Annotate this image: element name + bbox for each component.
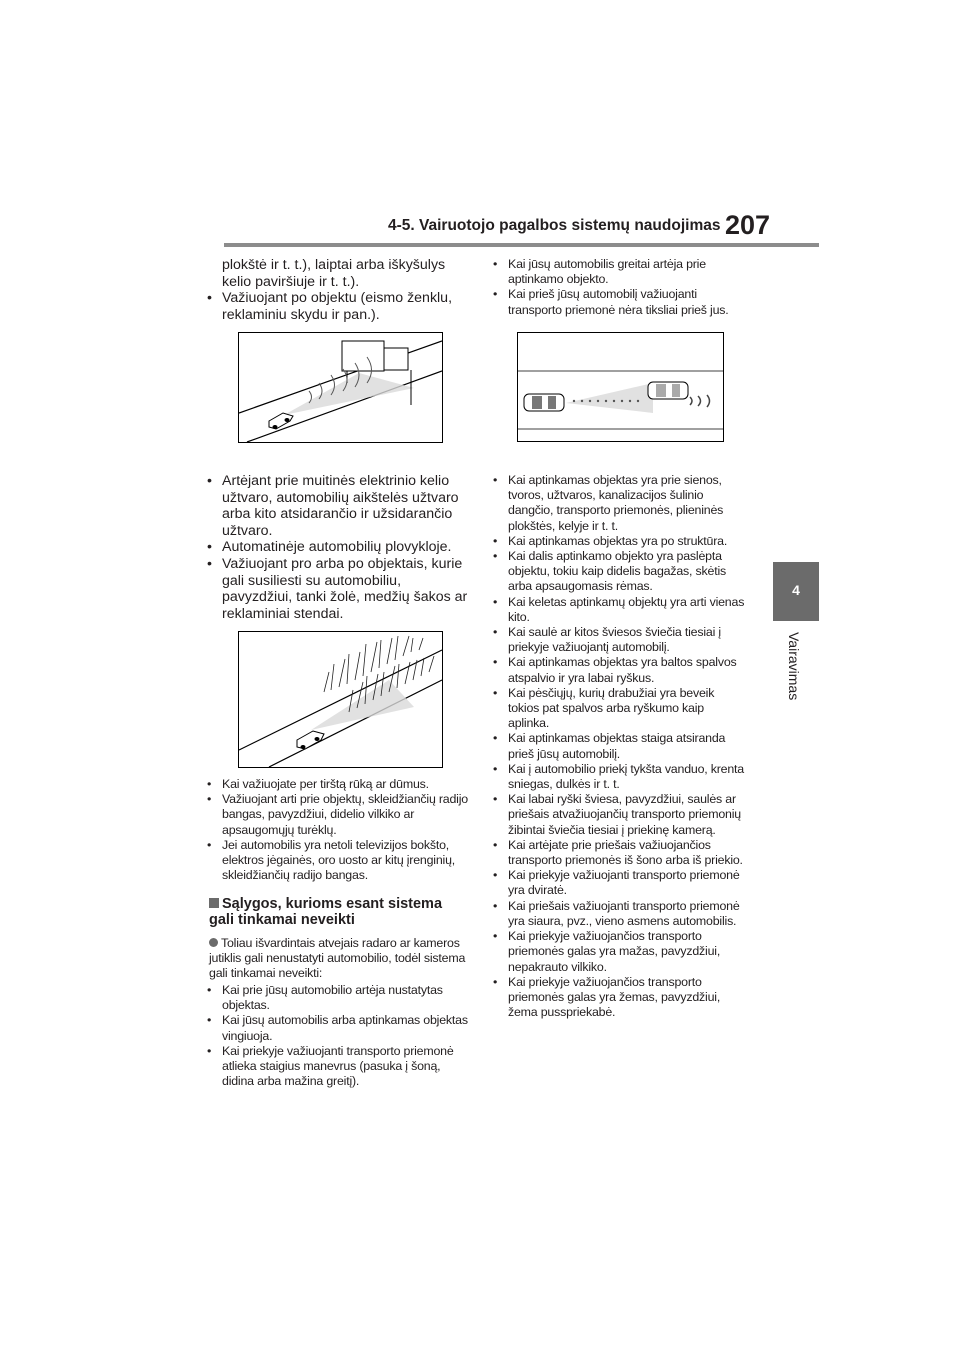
left-list-b bbox=[202, 473, 474, 622]
left-list-d bbox=[202, 983, 474, 1089]
list-item: • Kai aptinkamas objektas yra po struktūra. bbox=[488, 534, 746, 549]
right-list-b bbox=[488, 473, 746, 1020]
list-item: • Važiuojant po objektu (eismo ženklu, reklaminiu skydu ir pan.). bbox=[202, 290, 474, 323]
list-item: • Kai į automobilio priekį tykšta vanduo, krenta sniegas, dulkės ir t. t. bbox=[488, 762, 746, 792]
list-item: • Kai prie jūsų automobilio artėja nustatytas objektas. bbox=[202, 983, 474, 1013]
list-item: • Kai pėsčiųjų, kurių drabužiai yra beveik tokios pat spalvos arba ryškumo kaip aplinka. bbox=[488, 686, 746, 732]
intro-line: kelio paviršiuje ir t. t.). bbox=[222, 273, 360, 290]
page-number: 207 bbox=[725, 210, 771, 240]
list-item: • Kai saulė ar kitos šviesos šviečia tiesiai į priekyje važiuojantį automobilį. bbox=[488, 625, 746, 655]
section-heading bbox=[209, 896, 469, 928]
offset-drawing bbox=[518, 333, 723, 441]
left-list-c bbox=[202, 777, 474, 883]
note-intro bbox=[209, 936, 471, 982]
list-item: • Kai priekyje važiuojančios transporto priemonės galas yra žemas, pavyzdžiui, žema pusspriekabė. bbox=[488, 975, 746, 1021]
list-item: • Kai priekyje važiuojanti transporto priemonė atlieka staigius manevrus (pasuka į šoną, didina arba mažina greitį). bbox=[202, 1044, 474, 1090]
header-rule bbox=[224, 243, 819, 247]
intro-line: plokštė ir t. t.), laiptai arba iškyšulys bbox=[222, 257, 446, 273]
list-item: • Kai jūsų automobilis arba aptinkamas objektas vingiuoja. bbox=[202, 1013, 474, 1043]
square-bullet-icon bbox=[209, 898, 219, 908]
note-intro-text: Toliau išvardintais atvejais radaro ar kameros jutiklis gali nenustatyti automobilio, todėl sistema gali tinkamai neveikti: bbox=[209, 936, 466, 981]
list-item: • Kai keletas aptinkamų objektų yra arti vienas kito. bbox=[488, 595, 746, 625]
illustration-offset-vehicle bbox=[517, 332, 724, 442]
list-item: • Artėjant prie muitinės elektrinio kelio užtvaro, automobilių aikštelės užtvaro arba kito atsidarančio ir užsidarančio užtvaro. bbox=[202, 473, 474, 539]
list-item: • Kai priekyje važiuojanti transporto priemonė yra dviratė. bbox=[488, 868, 746, 898]
list-item: • Važiuojant arti prie objektų, skleidžiančių radijo bangas, pavyzdžiui, didelio vilkiko ar apsaugomųjų turėklų. bbox=[202, 792, 474, 838]
list-item: • Kai priekyje važiuojančios transporto priemonės galas yra mažas, pavyzdžiui, nepakrauto vilkiko. bbox=[488, 929, 746, 975]
sign-drawing bbox=[239, 333, 442, 442]
chapter-number: 4 bbox=[792, 582, 800, 598]
list-item: • Važiuojant pro arba po objektais, kurie gali susiliesti su automobiliu, pavyzdžiui, tanki žolė, medžių šakos ar reklaminiai stendai. bbox=[202, 556, 474, 622]
left-intro bbox=[202, 257, 474, 323]
section-title: 4-5. Vairuotojo pagalbos sistemų naudojimas bbox=[388, 217, 721, 234]
section-heading-text: Sąlygos, kurioms esant sistema gali tinkamai neveikti bbox=[209, 896, 443, 928]
list-item: • Kai priešais važiuojanti transporto priemonė yra siaura, pvz., vieno asmens automobilis. bbox=[488, 899, 746, 929]
list-item: • Kai aptinkamas objektas yra prie sienos, tvoros, užtvaros, kanalizacijos šulinio dangčio, transporto priemonės, plieninės plokštės, kelyje ir t. t. bbox=[488, 473, 746, 534]
list-item: • Jei automobilis yra netoli televizijos bokšto, elektros jėgainės, oro uosto ar kitų įrenginių, skleidžiančių radijo bangas. bbox=[202, 838, 474, 884]
list-item: • Automatinėje automobilių plovykloje. bbox=[202, 539, 474, 556]
list-item: • Kai jūsų automobilis greitai artėja prie aptinkamo objekto. bbox=[488, 257, 746, 287]
illustration-overhead-sign bbox=[238, 332, 443, 443]
chapter-label: Vairavimas bbox=[786, 632, 802, 701]
list-item: • Kai dalis aptinkamo objekto yra paslėpta objektu, tokiu kaip didelis bagažas, skėtis arba apsaugomasis rėmas. bbox=[488, 549, 746, 595]
list-item: • Kai aptinkamas objektas staiga atsiranda prieš jūsų automobilį. bbox=[488, 731, 746, 761]
list-item: • Kai važiuojate per tirštą rūką ar dūmus. bbox=[202, 777, 474, 792]
list-item: • Kai artėjate prie priešais važiuojančios transporto priemonės iš šono arba iš priekio. bbox=[488, 838, 746, 868]
list-item: • Kai aptinkamas objektas yra baltos spalvos atspalvio ir yra labai ryškus. bbox=[488, 655, 746, 685]
illustration-dense-grass bbox=[238, 631, 443, 768]
grass-drawing bbox=[239, 632, 442, 767]
list-item: • Kai labai ryški šviesa, pavyzdžiui, saulės ar priešais atvažiuojančių transporto priemonių žibintai šviečia tiesiai į priekinę kamerą. bbox=[488, 792, 746, 838]
right-list-a bbox=[488, 257, 746, 318]
list-item: • Kai prieš jūsų automobilį važiuojanti transporto priemonė nėra tiksliai prieš jus. bbox=[488, 287, 746, 317]
circle-bullet-icon bbox=[209, 938, 218, 947]
